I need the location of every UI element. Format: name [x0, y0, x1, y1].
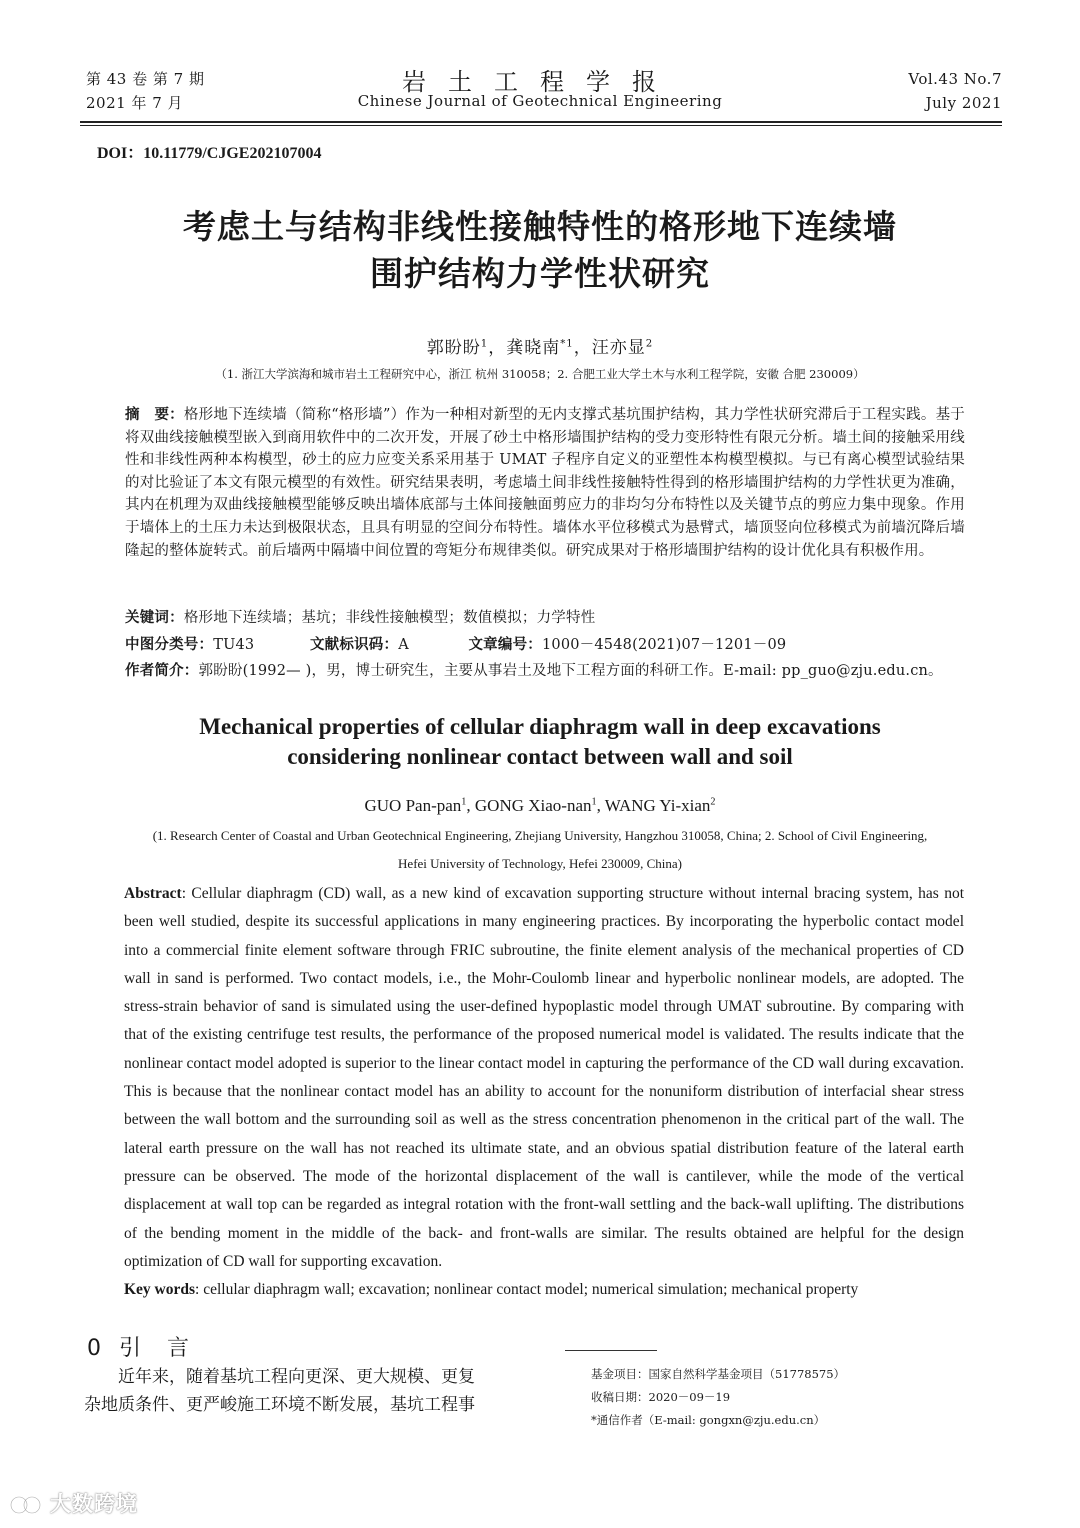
paper-title-cn-line2: 围护结构力学性状研究: [370, 254, 710, 293]
author-bio-label: 作者简介：: [125, 663, 199, 679]
clc-label: 中图分类号：: [125, 637, 214, 653]
intro-line-2: 杂地质条件、更严峻施工环境不断发展，基坑工程事: [84, 1395, 475, 1415]
paper-title-cn-line1: 考虑土与结构非线性接触特性的格形地下连续墙: [183, 207, 897, 246]
intro-line-1: 近年来，随着基坑工程向更深、更大规模、更复: [118, 1367, 475, 1387]
author-en-3-sup: 2: [710, 796, 716, 808]
author-en-1-sup: 1: [461, 796, 467, 808]
section-number: 0: [87, 1336, 103, 1361]
footnote-rule: [565, 1350, 657, 1351]
affiliation-cn: （1. 浙江大学滨海和城市岩土工程研究中心，浙江 杭州 310058；2. 合肥工业大学土木与水利工程学院，安徽 合肥 230009）: [215, 367, 865, 381]
header-date-cn: 2021 年 7 月: [86, 94, 184, 112]
paper-title-en: [0, 712, 1080, 772]
author-cn-2-sup: *1: [560, 338, 574, 350]
author-separator: ，: [488, 338, 507, 358]
author-cn-1: 郭盼盼: [426, 338, 481, 358]
keywords-en-text: : cellular diaphragm wall; excavation; nonlinear contact model; numerical simulation; mechanical property: [195, 1281, 859, 1298]
author-cn-3: 汪亦显: [591, 338, 646, 358]
author-separator: ,: [466, 796, 475, 815]
journal-title-en: Chinese Journal of Geotechnical Engineering: [357, 92, 723, 110]
paper-title-cn: [0, 203, 1080, 297]
keywords-cn: [125, 607, 965, 630]
article-number-value: 1000－4548(2021)07－1201－09: [541, 637, 787, 653]
author-cn-3-sup: 2: [645, 338, 654, 350]
abstract-en-text: : Cellular diaphragm (CD) wall, as a new kind of excavation supporting structure without internal bracing system, has not been well studied, despite its successful applications in many engineering practices. By incorporating the hyperbolic contact model into a commercial finite element software through FRIC subroutine, the finite element analysis of the mechanical properties of CD wall in sand is performed. Two contact models, i.e., the Mohr-Coulomb linear and hyperbolic nonlinear models, are adopted. The stress-strain behavior of sand is simulated using the user-defined hypoplastic model through UMAT subroutine. By comparing with that of the existing centrifuge test results, the performance of the proposed numerical model is validated. The results indicate that the nonlinear contact model adopted is superior to the linear contact model in capturing the performance of the CD wall during excavation. This is because that the nonlinear contact model has an ability to account for the nonuniform distribution of interfacial shear stress between the wall bottom and the surrounding soil as well as the stress concentration phenomenon in the critical part of the wall. The lateral earth pressure on the wall has not reached its ultimate state, and an obvious spatial distribution feature of the lateral earth pressure can be observed. The mode of the horizontal displacement of the wall is cantilever, while the mode of the vertical displacement at wall top can be regarded as integral rotation with the front-wall settling and the back-wall uplifting. The distributions of the bending moment in the middle of the back- and front-walls are similar. The results obtained are helpful for the design optimization of CD wall for supporting excavation.: [124, 885, 964, 1270]
journal-title-cn: 岩土工程学报: [402, 68, 678, 96]
author-bio-cn: [125, 660, 965, 683]
header-rule-thin: [80, 125, 1002, 126]
paper-title-en-line1: Mechanical properties of cellular diaphragm wall in deep excavations: [199, 714, 881, 739]
author-en-2-sup: 1: [591, 796, 597, 808]
footnote-corresponding: *通信作者（E-mail: gongxn@zju.edu.cn）: [591, 1413, 826, 1427]
section-heading: [87, 1331, 215, 1362]
abstract-en-label: Abstract: [124, 885, 182, 902]
header-volume-issue-en: Vol.43 No.7: [908, 70, 1002, 88]
section-title: 引言: [119, 1336, 216, 1361]
abstract-cn-text: 格形地下连续墙（简称“格形墙”）作为一种相对新型的无内支撑式基坑围护结构，其力学性状研究滞后于工程实践。基于将双曲线接触模型嵌入到商用软件中的二次开发，开展了砂土中格形墙围护结构的受力变形特性有限元分析。墙土间的接触采用线性和非线性两种本构模型，砂土的应力应变关系采用基于 UMAT 子程序自定义的亚塑性本构模型模拟。与已有离心模型试验结果的对比验证了本文有限元模型的有效性。研究结果表明，考虑墙土间非线性接触特性得到的格形墙围护结构的力学性状更为准确，其内在机理为双曲线接触模型能够反映出墙体底部与土体间接触面剪应力的非均匀分布特性以及关键节点的剪应力集中现象。作用于墙体上的土压力未达到极限状态，且具有明显的空间分布特性。墙体水平位移模式为悬臂式，墙顶竖向位移模式为前墙沉降后墙隆起的整体旋转式。前后墙两中隔墙中间位置的弯矩分布规律类似。研究成果对于格形墙围护结构的设计优化具有积极作用。: [125, 407, 965, 559]
abstract-cn-label: 摘 要：: [125, 407, 184, 423]
article-number-label: 文章编号：: [468, 637, 542, 653]
author-bio-text: 郭盼盼(1992— )，男，博士研究生，主要从事岩土及地下工程方面的科研工作。E-mail: pp_guo@zju.edu.cn。: [198, 663, 943, 679]
paper-title-en-line2: considering nonlinear contact between wall and soil: [287, 744, 793, 769]
keywords-en: [124, 1277, 964, 1303]
watermark: [10, 1488, 138, 1518]
author-en-3: WANG Yi-xian: [604, 796, 711, 815]
author-separator: ,: [596, 796, 605, 815]
classification-cn: [125, 634, 965, 657]
header-volume-issue-cn: 第 43 卷 第 7 期: [86, 70, 205, 88]
abstract-cn: [125, 404, 965, 562]
doc-code-value: A: [398, 637, 409, 653]
author-separator: ，: [573, 338, 592, 358]
author-en-2: GONG Xiao-nan: [474, 796, 592, 815]
watermark-text: 大数跨境: [50, 1492, 138, 1516]
keywords-cn-text: 格形地下连续墙；基坑；非线性接触模型；数值模拟；力学特性: [183, 610, 596, 626]
footnote-fund: 基金项目：国家自然科学基金项目（51778575）: [591, 1367, 846, 1381]
authors-cn: [0, 333, 1080, 358]
header-rule-thick: [80, 121, 1002, 123]
keywords-cn-label: 关键词：: [125, 610, 184, 626]
footnote-received: 收稿日期：2020－09－19: [591, 1390, 731, 1404]
doi: DOI：10.11779/CJGE202107004: [97, 145, 322, 162]
author-cn-2: 龚晓南: [506, 338, 561, 358]
intro-paragraph: [84, 1363, 524, 1419]
header-date-en: July 2021: [925, 94, 1002, 112]
authors-en: [0, 796, 1080, 816]
abstract-en: [124, 880, 964, 1276]
keywords-en-label: Key words: [124, 1281, 196, 1298]
doc-code-label: 文献标识码：: [309, 637, 399, 653]
clc-value: TU43: [213, 637, 255, 653]
author-cn-1-sup: 1: [480, 338, 489, 350]
author-en-1: GUO Pan-pan: [364, 796, 462, 815]
affiliation-en: (1. Research Center of Coastal and Urban Geotechnical Engineering, Zhejiang University, Hangzhou 310058, China; 2. School of Civil Engineering, Hefei University of Technology, Hefei 230009, China): [152, 828, 928, 871]
watermark-logo-icon: [10, 1493, 50, 1517]
